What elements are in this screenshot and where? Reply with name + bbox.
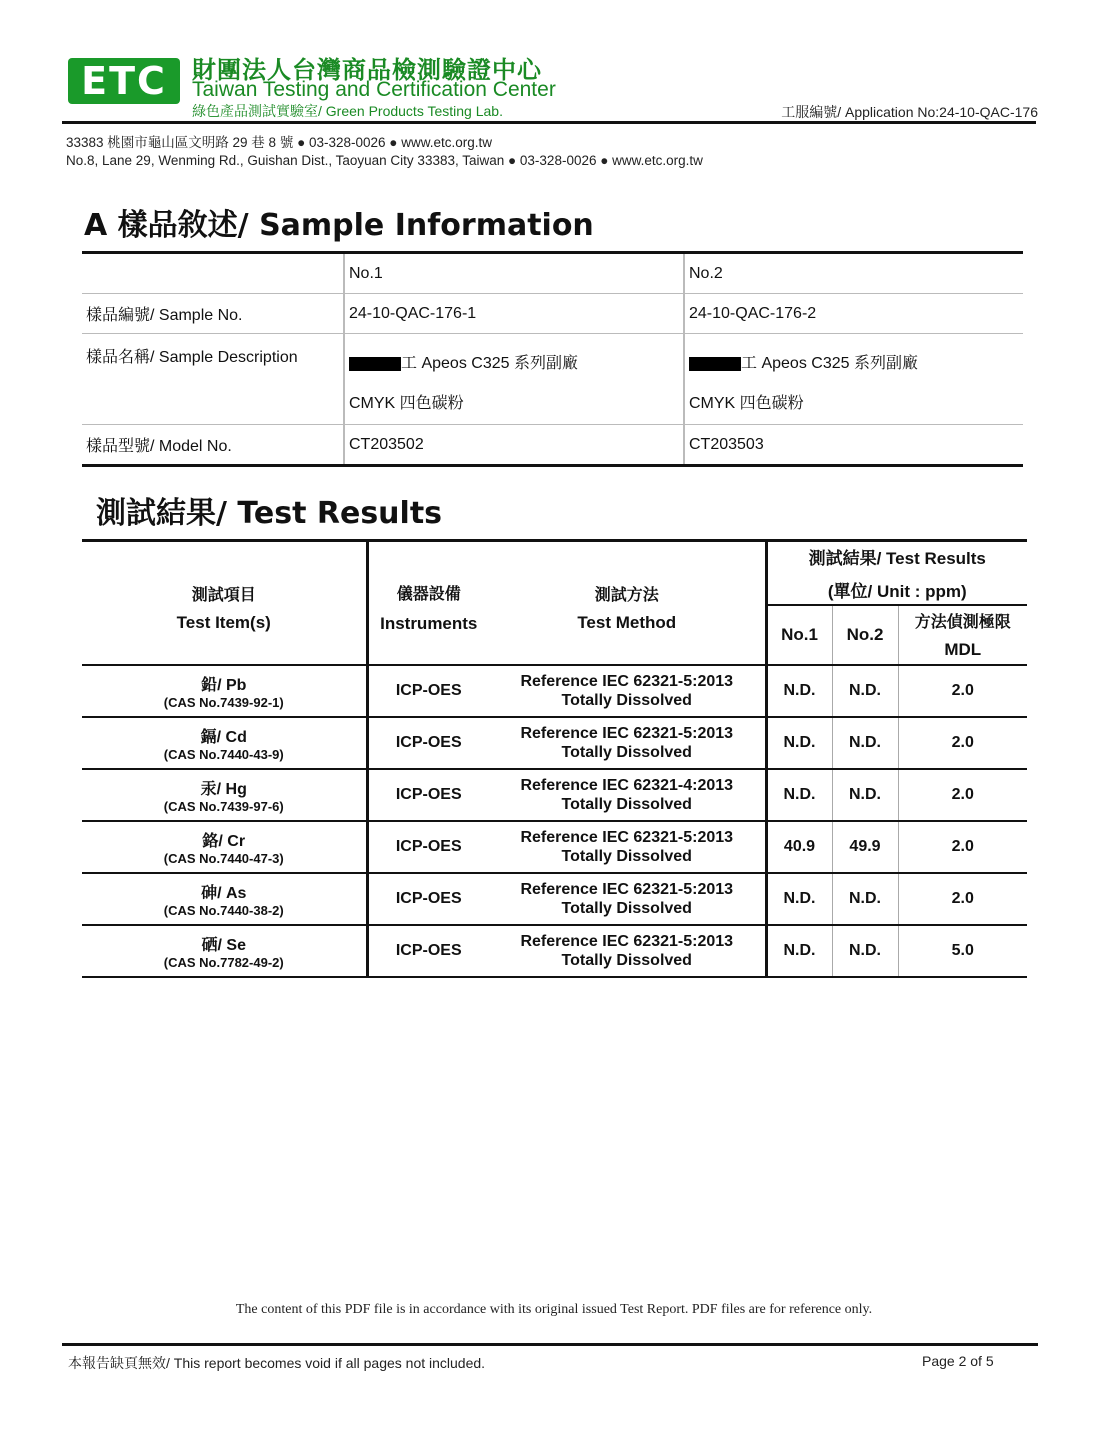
description-line2: CMYK 四色碳粉 bbox=[349, 395, 464, 412]
test-item-name: 鉻/ Cr bbox=[202, 832, 246, 850]
header-method-zh: 測試方法 bbox=[594, 584, 659, 604]
cas-number: (CAS No.7440-43-9) bbox=[163, 746, 284, 762]
result-no1: N.D. bbox=[766, 769, 832, 821]
method-note: Totally Dissolved bbox=[561, 899, 692, 917]
test-results-table bbox=[82, 539, 1027, 978]
method-reference: Reference IEC 62321-5:2013 bbox=[520, 724, 734, 742]
page-number: Page 2 of 5 bbox=[922, 1353, 994, 1369]
etc-logo: ETC bbox=[68, 58, 180, 104]
header-mdl bbox=[898, 605, 1027, 665]
method-reference: Reference IEC 62321-5:2013 bbox=[520, 932, 734, 950]
header-divider bbox=[62, 121, 1036, 124]
result-no1: 40.9 bbox=[766, 821, 832, 873]
pdf-reference-notice: The content of this PDF file is in accordance with its original issued Test Report. PDF files are for reference only. bbox=[235, 1302, 873, 1317]
sample-label: 樣品編號/ Sample No. bbox=[86, 307, 243, 324]
test-item-cell bbox=[82, 821, 367, 873]
sample-info-table bbox=[82, 251, 1023, 467]
header-instruments bbox=[367, 541, 489, 665]
method-cell bbox=[489, 717, 766, 769]
sample-label: 樣品型號/ Model No. bbox=[86, 438, 232, 455]
result-no1: N.D. bbox=[766, 665, 832, 717]
table-row bbox=[82, 925, 1027, 977]
sample-value-no1 bbox=[344, 334, 684, 425]
mdl-value: 2.0 bbox=[951, 681, 974, 699]
instrument-cell: ICP-OES bbox=[395, 681, 462, 699]
lab-name: 綠色產品測試實驗室/ Green Products Testing Lab. bbox=[192, 103, 503, 119]
sample-header-row bbox=[82, 253, 1023, 294]
method-cell bbox=[489, 873, 766, 925]
results-section-title: 測試結果/ Test Results bbox=[96, 496, 443, 531]
table-row bbox=[82, 665, 1027, 717]
mdl-value: 2.0 bbox=[951, 785, 974, 803]
instrument-cell: ICP-OES bbox=[395, 785, 462, 803]
instrument-cell: ICP-OES bbox=[395, 941, 462, 959]
result-no2: N.D. bbox=[832, 769, 898, 821]
header-item-zh: 測試項目 bbox=[191, 584, 256, 604]
sample-value-no1: CT203502 bbox=[344, 425, 684, 466]
method-reference: Reference IEC 62321-5:2013 bbox=[520, 880, 734, 898]
instrument-cell: ICP-OES bbox=[395, 733, 462, 751]
method-reference: Reference IEC 62321-5:2013 bbox=[520, 672, 734, 690]
cas-number: (CAS No.7782-49-2) bbox=[163, 954, 284, 970]
mdl-value: 2.0 bbox=[951, 889, 974, 907]
result-no2: N.D. bbox=[832, 717, 898, 769]
mdl-value: 5.0 bbox=[951, 941, 974, 959]
result-no2: N.D. bbox=[832, 873, 898, 925]
method-note: Totally Dissolved bbox=[561, 951, 692, 969]
result-no2: N.D. bbox=[832, 925, 898, 977]
header-no1: No.1 bbox=[766, 605, 832, 665]
header-method-en: Test Method bbox=[577, 612, 677, 632]
org-name-zh: 財團法人台灣商品檢測驗證中心 bbox=[192, 56, 542, 84]
result-no1: N.D. bbox=[766, 925, 832, 977]
table-row bbox=[82, 821, 1027, 873]
test-item-cell bbox=[82, 873, 367, 925]
method-note: Totally Dissolved bbox=[561, 795, 692, 813]
description-line1: 工 Apeos C325 系列副廠 bbox=[401, 355, 578, 372]
test-item-cell bbox=[82, 925, 367, 977]
method-note: Totally Dissolved bbox=[561, 691, 692, 709]
sample-value-no2 bbox=[684, 334, 1023, 425]
method-cell bbox=[489, 821, 766, 873]
header-mdl-en: MDL bbox=[944, 640, 982, 659]
redaction-box bbox=[689, 357, 741, 371]
header-instrument-en: Instruments bbox=[380, 613, 478, 633]
sample-value-no2: 24-10-QAC-176-2 bbox=[684, 294, 1023, 334]
redaction-box bbox=[349, 357, 401, 371]
cas-number: (CAS No.7440-38-2) bbox=[163, 902, 284, 918]
header-unit: (單位/ Unit : ppm) bbox=[827, 581, 967, 601]
header-results-title: 測試結果/ Test Results bbox=[808, 548, 986, 568]
test-item-name: 鉛/ Pb bbox=[201, 676, 247, 694]
sample-section-title: A 樣品敘述/ Sample Information bbox=[84, 208, 594, 243]
method-cell bbox=[489, 925, 766, 977]
method-reference: Reference IEC 62321-5:2013 bbox=[520, 828, 734, 846]
test-item-cell bbox=[82, 665, 367, 717]
result-no1: N.D. bbox=[766, 873, 832, 925]
sample-value-no2: CT203503 bbox=[684, 425, 1023, 466]
header-instrument-zh: 儀器設備 bbox=[396, 583, 461, 603]
cas-number: (CAS No.7439-97-6) bbox=[163, 798, 284, 814]
cas-number: (CAS No.7440-47-3) bbox=[163, 850, 284, 866]
method-note: Totally Dissolved bbox=[561, 743, 692, 761]
test-item-name: 汞/ Hg bbox=[200, 780, 247, 798]
result-no2: 49.9 bbox=[832, 821, 898, 873]
mdl-value: 2.0 bbox=[951, 837, 974, 855]
result-no2: N.D. bbox=[832, 665, 898, 717]
application-number: 工服編號/ Application No:24-10-QAC-176 bbox=[781, 104, 1038, 120]
void-notice: 本報告缺頁無效/ This report becomes void if all pages not included. bbox=[68, 1355, 486, 1371]
table-row bbox=[82, 873, 1027, 925]
header-mdl-zh: 方法偵測極限 bbox=[914, 612, 1011, 631]
method-cell bbox=[489, 769, 766, 821]
header-item-en: Test Item(s) bbox=[176, 612, 271, 632]
method-note: Totally Dissolved bbox=[561, 847, 692, 865]
description-line2: CMYK 四色碳粉 bbox=[689, 395, 804, 412]
test-item-cell bbox=[82, 769, 367, 821]
test-item-name: 硒/ Se bbox=[201, 936, 246, 954]
address-zh: 33383 桃園市龜山區文明路 29 巷 8 號 ● 03-328-0026 ● www.etc.org.tw bbox=[66, 135, 492, 150]
sample-value-no1: 24-10-QAC-176-1 bbox=[344, 294, 684, 334]
org-name-en: Taiwan Testing and Certification Center bbox=[192, 78, 556, 101]
header-test-results bbox=[766, 541, 1027, 605]
instrument-cell: ICP-OES bbox=[395, 837, 462, 855]
sample-label: 樣品名稱/ Sample Description bbox=[86, 349, 298, 366]
header-test-item bbox=[82, 541, 367, 665]
address-en: No.8, Lane 29, Wenming Rd., Guishan Dist., Taoyuan City 33383, Taiwan ● 03-328-0026 ● www.etc.org.tw bbox=[66, 153, 703, 168]
table-row bbox=[82, 769, 1027, 821]
description-line1: 工 Apeos C325 系列副廠 bbox=[741, 355, 918, 372]
sample-row-sample-no bbox=[82, 294, 1023, 334]
sample-row-model-no bbox=[82, 425, 1023, 466]
test-item-name: 鎘/ Cd bbox=[200, 728, 247, 746]
mdl-value: 2.0 bbox=[951, 733, 974, 751]
method-reference: Reference IEC 62321-4:2013 bbox=[520, 776, 734, 794]
sample-header-no1: No.1 bbox=[344, 253, 684, 294]
method-cell bbox=[489, 665, 766, 717]
cas-number: (CAS No.7439-92-1) bbox=[163, 694, 284, 710]
test-item-name: 砷/ As bbox=[201, 884, 247, 902]
result-no1: N.D. bbox=[766, 717, 832, 769]
instrument-cell: ICP-OES bbox=[395, 889, 462, 907]
sample-header-blank bbox=[82, 253, 344, 294]
header-no2: No.2 bbox=[832, 605, 898, 665]
test-item-cell bbox=[82, 717, 367, 769]
header-test-method bbox=[489, 541, 766, 665]
sample-header-no2: No.2 bbox=[684, 253, 1023, 294]
footer-divider bbox=[62, 1343, 1038, 1346]
table-row bbox=[82, 717, 1027, 769]
sample-row-description bbox=[82, 334, 1023, 425]
